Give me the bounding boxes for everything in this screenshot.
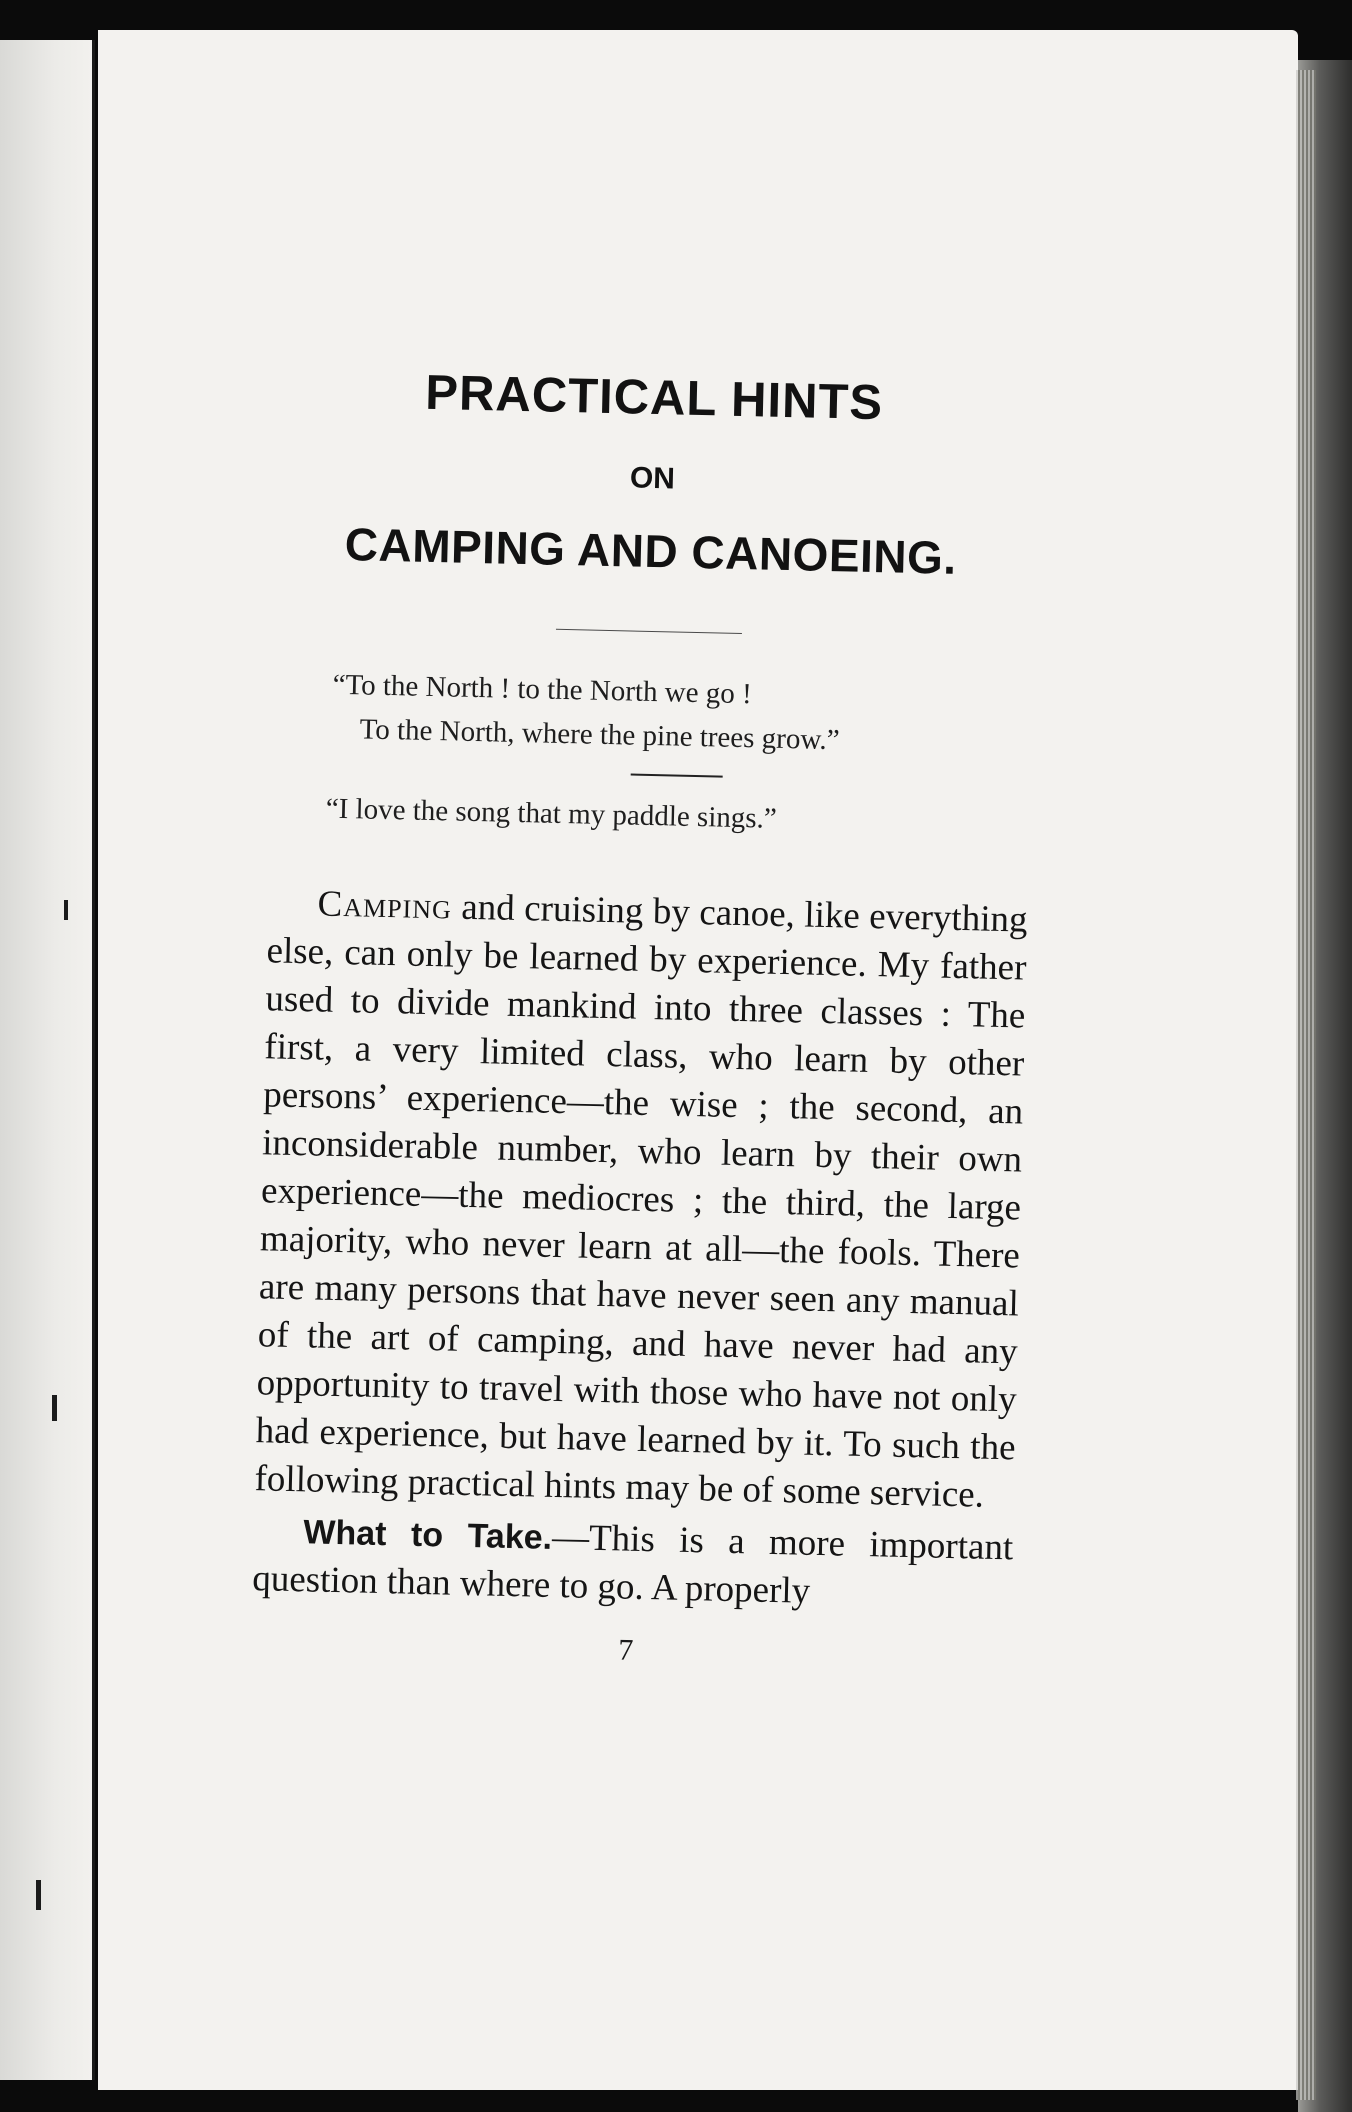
paragraph: [254, 879, 1028, 1520]
facing-page-edge: [0, 40, 95, 2080]
verse-epigraph: [331, 663, 1043, 767]
paragraph: [252, 1507, 1014, 1620]
paragraph-text: —This is a more important question than where to go. A properly: [251, 1516, 1014, 1612]
opening-word: Camping: [317, 883, 453, 928]
verse-line: “To the North ! to the North we go !: [332, 668, 753, 711]
binding-mark: [52, 1395, 57, 1421]
body-text: [252, 879, 1028, 1620]
page-number: 7: [617, 1633, 634, 1667]
page-subtitle: CAMPING AND CANOEING.: [344, 517, 958, 584]
paragraph-text: and cruising by canoe, like everything else, can only be learned by experience. My father used to divide mankind into three classes : The first, a very limited class, who learn by other persons’ experience—the wise ; the second, an inconsiderable number, who learn by their own experience—the mediocres ; the third, the large majority, who never learn at all—the fools. There are many persons that have never seen any manual of the art of camping, and have never had any opportunity to travel with those who have not only had experience, but have learned by it. To such the following practical hints may be of some service.: [254, 886, 1028, 1516]
title-block: [255, 360, 1050, 588]
binding-mark: [36, 1880, 41, 1910]
title-divider: [556, 629, 742, 634]
page-stack-lines: [1296, 70, 1316, 2100]
title-connector: ON: [629, 461, 676, 496]
binding-mark: [64, 900, 68, 920]
verse-line: To the North, where the pine trees grow.”: [359, 713, 840, 757]
page-content: [231, 360, 1050, 1677]
epigraph-divider: [631, 774, 723, 778]
page-title: PRACTICAL HINTS: [424, 365, 884, 431]
section-heading: What to Take.: [302, 1513, 553, 1557]
motto-epigraph: “I love the song that my paddle sings.”: [325, 792, 778, 835]
